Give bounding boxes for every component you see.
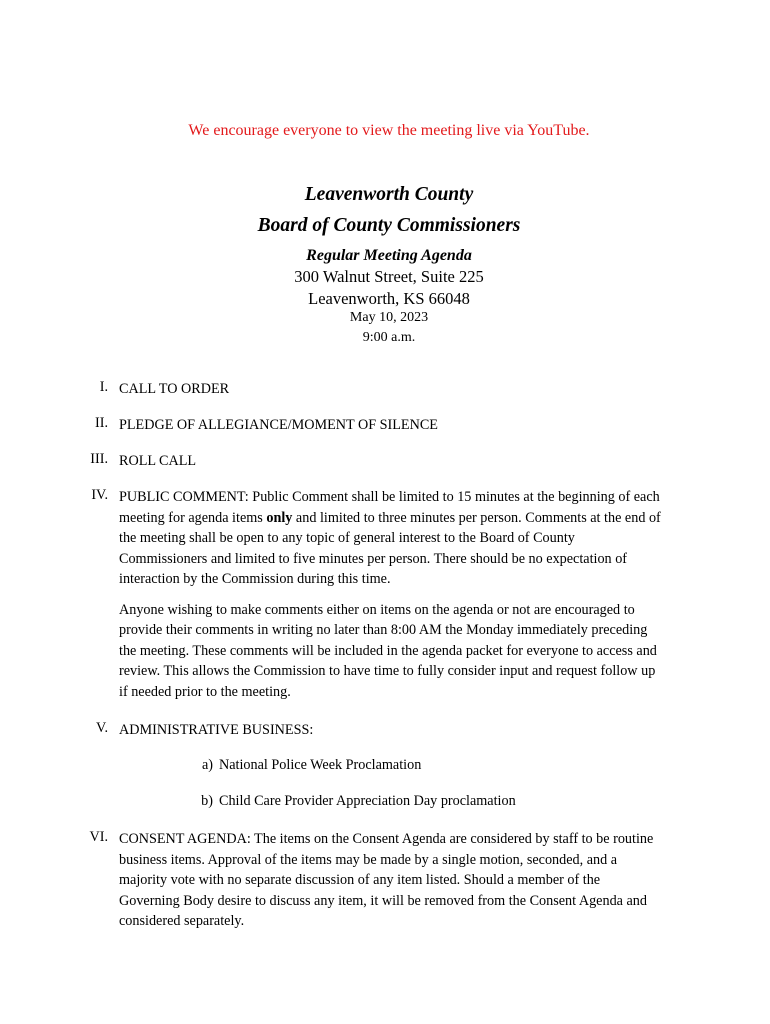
item-number: V. [96, 720, 108, 736]
meeting-time: 9:00 a.m. [362, 330, 416, 345]
item-text: ROLL CALL [119, 453, 197, 469]
item-number: I. [99, 379, 108, 395]
item-number: II. [95, 415, 108, 431]
item-number: VI. [89, 829, 108, 845]
meeting-date: May 10, 2023 [349, 310, 429, 325]
sub-item-text: Child Care Provider Appreciation Day proclamation [219, 793, 516, 809]
sub-item-label: b) [201, 793, 213, 809]
item-number: IV. [91, 487, 108, 503]
agenda-subtitle: Regular Meeting Agenda [306, 247, 472, 264]
sub-item-police-week [201, 757, 422, 774]
item-text: CALL TO ORDER [119, 381, 230, 397]
item-text: CONSENT AGENDA: The items on the Consent Agenda are considered by staff to be routine business items. Approval of the items may be made by a single motion, seconded, and a majority vote with no separate discussion of any item listed. Should a member of the Governing Body desire to discuss any item, it will be removed from the Consent Agenda and considered separately. [119, 831, 654, 929]
public-comment-text-end: and limited to three minutes per person. Comments at the end of the meeting shall be open to any topic of general interest to the Board of County Commissioners and limited to five minutes per person. There should be no expectation of interaction by the Commission during this time. [119, 509, 661, 587]
board-title: Board of County Commissioners [257, 215, 521, 236]
sub-item-text: National Police Week Proclamation [219, 757, 422, 773]
sub-item-child-care-day [201, 793, 516, 810]
youtube-notice: We encourage everyone to view the meeting live via YouTube. [188, 122, 590, 139]
public-comment-paragraph [119, 487, 664, 590]
item-text [119, 487, 664, 712]
address-city: Leavenworth, KS 66048 [308, 289, 470, 308]
item-number: III. [90, 451, 108, 467]
item-text: PLEDGE OF ALLEGIANCE/MOMENT OF SILENCE [119, 417, 438, 433]
sub-item-label: a) [201, 757, 213, 773]
public-comment-emphasis: only [266, 509, 293, 526]
address-street: 300 Walnut Street, Suite 225 [294, 267, 484, 286]
written-comment-paragraph: Anyone wishing to make comments either on items on the agenda or not are encouraged to provide their comments in writing no later than 8:00 AM the Monday immediately preceding the meeting. These comments will be included in the agenda packet for everyone to access and review. This allows the Commission to have time to fully consider input and request follow up if needed prior to the meeting. [119, 601, 657, 700]
item-text: ADMINISTRATIVE BUSINESS: [119, 722, 314, 738]
public-comment-text-start: PUBLIC COMMENT: Public Comment shall be limited to 15 minutes at the beginning of each meeting for agenda items [119, 489, 660, 526]
county-title: Leavenworth County [304, 184, 474, 205]
